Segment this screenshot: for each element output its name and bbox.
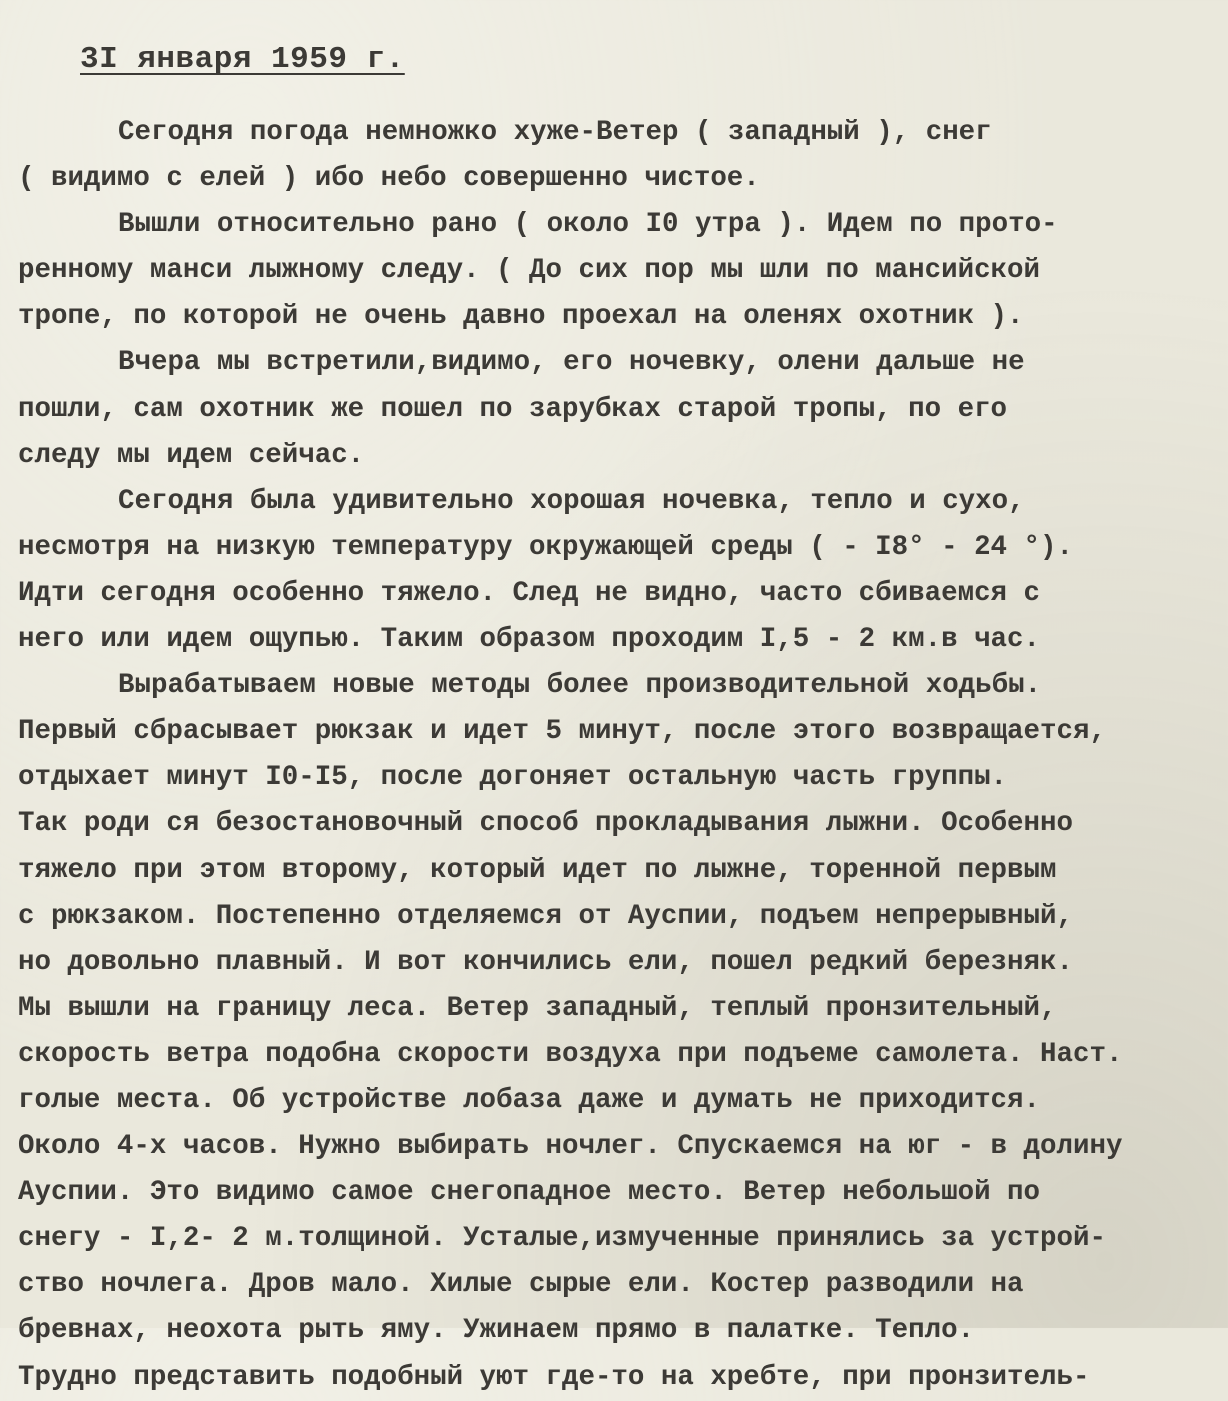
diary-date: 3I января 1959 г. <box>80 42 405 77</box>
text-line: ( видимо с елей ) ибо небо совершенно чистое. <box>18 163 760 195</box>
text-line: голые места. Об устройстве лобаза даже и думать не приходится. <box>18 1084 1041 1116</box>
text-line: Вышли относительно рано ( около I0 утра ). Идем по прото- <box>118 209 1058 241</box>
text-line: Ауспии. Это видимо самое снегопадное место. Ветер небольшой по <box>18 1177 1041 1209</box>
text-line: Так роди ся безостановочный способ прокладывания лыжни. Особенно <box>18 808 1073 840</box>
text-line: Вырабатываем новые методы более производительной ходьбы. <box>118 670 1042 702</box>
text-line: ренному манси лыжному следу. ( До сих пор мы шли по мансийской <box>18 255 1041 287</box>
text-line: Около 4-х часов. Нужно выбирать ночлег. Спускаемся на юг - в долину <box>18 1131 1123 1163</box>
text-line: Вчера мы встретили,видимо, его ночевку, олени дальше не <box>118 347 1025 379</box>
text-line: него или идем ощупью. Таким образом проходим I,5 - 2 км.в час. <box>18 624 1041 656</box>
text-line: бревнах, неохота рыть яму. Ужинаем прямо в палатке. Тепло. <box>18 1315 975 1347</box>
text-line: следу мы идем сейчас. <box>18 439 365 471</box>
text-line: снегу - I,2- 2 м.толщиной. Усталые,измученные принялись за устрой- <box>18 1223 1106 1255</box>
text-line: Трудно представить подобный уют где-то на хребте, при пронзитель- <box>18 1361 1090 1393</box>
text-line: Идти сегодня особенно тяжело. След не видно, часто сбиваемся с <box>18 577 1041 609</box>
text-line: но довольно плавный. И вот кончились ели, пошел редкий березняк. <box>18 946 1073 978</box>
text-line: Первый сбрасывает рюкзак и идет 5 минут, после этого возвращается, <box>18 716 1106 748</box>
text-line: с рюкзаком. Постепенно отделяемся от Ауспии, подъем непрерывный, <box>18 900 1073 932</box>
text-line: ство ночлега. Дров мало. Хилые сырые ели. Костер разводили на <box>18 1269 1024 1301</box>
text-line: отдыхает минут I0-I5, после догоняет остальную часть группы. <box>18 762 1008 794</box>
text-line: тяжело при этом второму, который идет по лыжне, торенной первым <box>18 854 1057 886</box>
text-line: несмотря на низкую температуру окружающей среды ( - I8° - 24 °). <box>18 531 1073 563</box>
text-line: Сегодня была удивительно хорошая ночевка, тепло и сухо, <box>118 485 1025 517</box>
text-line: скорость ветра подобна скорости воздуха при подъеме самолета. Наст. <box>18 1038 1123 1070</box>
text-line: Сегодня погода немножко хуже-Ветер ( западный ), снег <box>118 117 992 148</box>
text-line: тропе, по которой не очень давно проехал на оленях охотник ). <box>18 301 1024 333</box>
text-line: пошли, сам охотник же пошел по зарубках старой тропы, по его <box>18 393 1008 425</box>
text-line: Мы вышли на границу леса. Ветер западный, теплый пронзительный, <box>18 992 1057 1024</box>
diary-text <box>18 110 1223 1401</box>
